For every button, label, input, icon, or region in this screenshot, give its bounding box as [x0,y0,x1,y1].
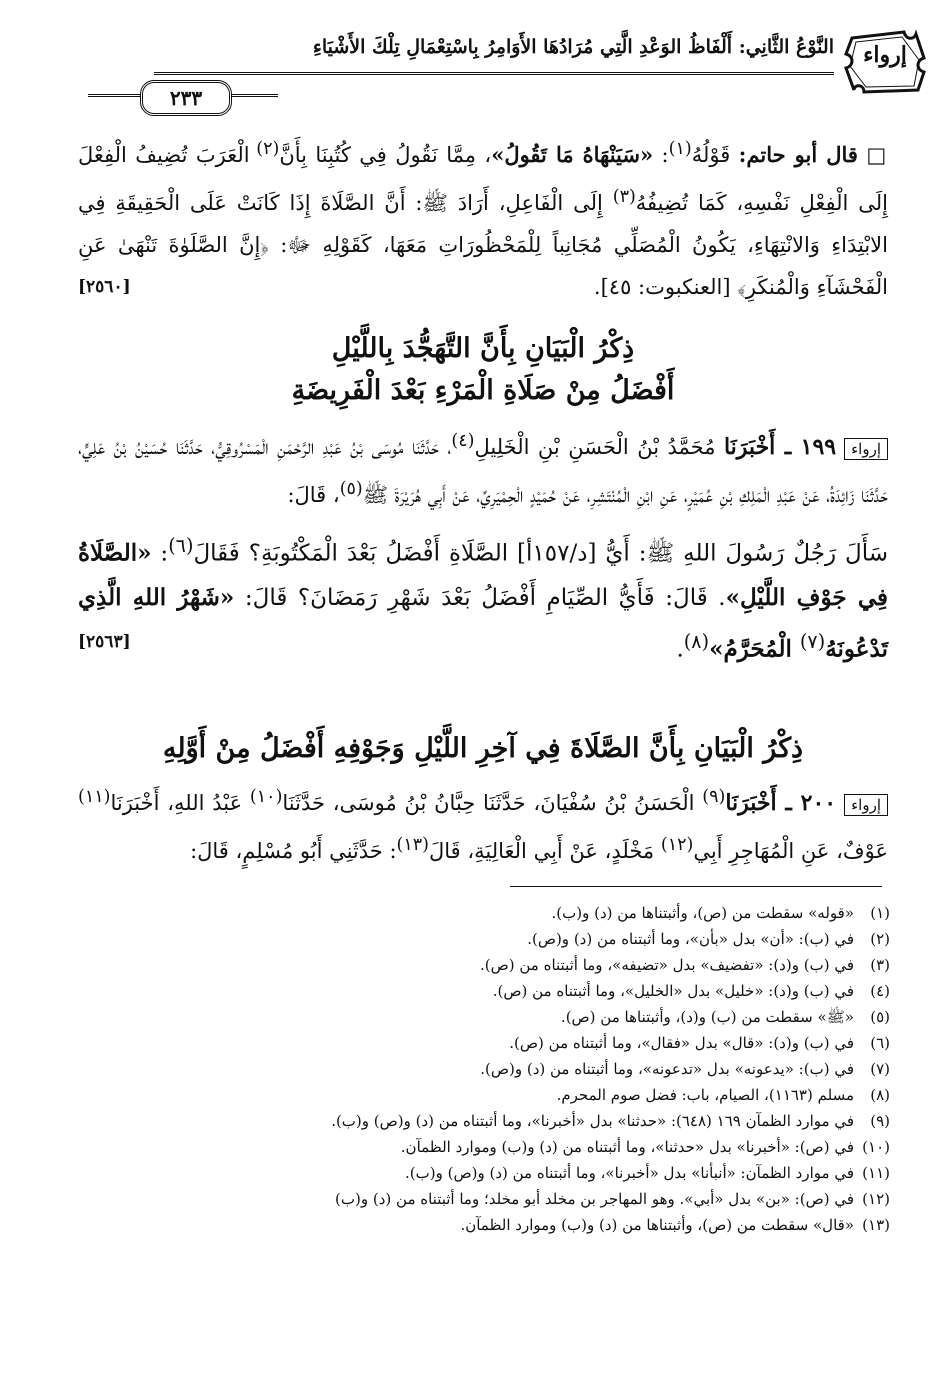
commentary-block [78,128,888,308]
hadith-199 [78,420,888,671]
header-divider [154,72,834,75]
footnote-text: في (ب) و(د): «خليل» بدل «الخليل»، وما أثبتناه من (ص). [492,982,854,1000]
prophetic-answer: «شَهْرُ اللهِ الَّذِي تَدْعُونَهُ [78,583,888,663]
footnote-item [160,1108,890,1134]
hadith-number: ٢٠٠ ـ أَخْبَرَنَا [725,790,837,816]
footnote-ref: (٥) [339,479,363,499]
heading-line: ذِكْرُ الْبَيَانِ بِأَنَّ الصَّلَاةَ فِي آخِرِ اللَّيْلِ وَجَوْفِهِ أَفْضَلُ مِنْ أَوَّلِهِ [162,733,804,764]
text-segment: ، قَالَ: [287,483,340,507]
paragraph-mark: □ [866,142,888,167]
text-segment: عَبْدُ اللهِ، أَخْبَرَنَا [110,791,250,815]
footnote-item [160,1160,890,1186]
text-segment: . [676,636,684,663]
footnote-ref: (٩) [702,787,726,807]
matn-paragraph [78,524,888,671]
footnote-text: في (ب) و(د): «قال» بدل «فقال»، وما أثبتناه من (ص). [509,1034,854,1052]
corner-ornament [844,28,926,94]
footnote-ref: (١٢) [660,835,694,855]
footnote-ref: (٢) [256,139,280,159]
footnote-item [160,900,890,926]
footnote-item [160,1056,890,1082]
footnotes-list [160,900,890,1238]
footnote-text: «قال» سقطت من (ص)، وأثبتناها من (د) و(ب) وموارد الظمآن. [460,1216,854,1234]
text-segment: ، مِمَّا نَقُولُ فِي كُتُبِنَا بِأَنَّ [279,143,492,167]
footnote-text: مسلم (١١٦٣)، الصيام، باب: فضل صوم المحرم. [556,1086,854,1104]
heading-line: ذِكْرُ الْبَيَانِ بِأَنَّ التَّهَجُّدَ بِاللَّيْلِ [331,333,635,364]
prophetic-answer: الْمُحَرَّمُ» [709,635,800,663]
text-segment: قَوْلُهُ [691,143,731,167]
text-segment: سَأَلَ رَجُلٌ رَسُولَ اللهِ ﷺ: أَيُّ [د/١٥٧أ] الصَّلَاةِ أَفْضَلُ بَعْدَ الْمَكْتُوبَةِ؟ فَقَالَ [193,540,888,567]
footnote-text: في (ب) و(د): «تفضيف» بدل «تضيفه»، وما أثبتناه من (ص). [479,956,854,974]
footnote-ref: (٧) [799,629,826,653]
footnote-number: (٥) [870,1008,890,1026]
quoted-text: «سَيَنْهَاهُ مَا تَقُولُ» [491,142,654,167]
text-segment: : [151,540,169,567]
corner-label: إرواء [863,42,907,68]
chapter-heading-1 [78,328,888,412]
marker-box: إرواء [844,794,888,816]
running-title: النَّوْعُ الثَّانِي: أَلْفَاظُ الوَعْدِ الَّتِي مُرَادُهَا الأَوَامِرُ بِاسْتِعْمَالِ تِلْكَ الأَشْيَاءِ [312,36,834,58]
text-segment: ، حَدَّثَنَا مُوسَى بْنُ عَبْدِ الرَّحْمَنِ الْمَسْرُوقِيُّ، حَدَّثَنَا حُسَيْنُ بْنُ عَلِيٍّ، حَدَّثَنَا زَائِدَةُ، عَنْ عَبْدِ الْمَلِكِ بْنِ عُمَيْرٍ، عَنِ ابْنِ الْمُنْتَشِرِ، عَنْ حُمَيْدٍ الْحِمْيَرِيِّ، عَنْ أَبِي هُرَيْرَةَ ﷺ [78,435,888,507]
footnote-item [160,978,890,1004]
footnote-ref: (٨) [683,629,710,653]
footnote-ref: (١٣) [396,835,429,855]
footnote-text: في موارد الظمآن: «أنبأنا» بدل «أخبرنا»، وما أثبتناه من (د) و(ص) و(ب). [405,1164,854,1182]
footnote-item [160,1212,890,1238]
footnote-ref: (١١) [78,787,111,807]
footnote-number: (١٠) [862,1138,890,1156]
text-segment: مُحَمَّدُ بْنُ الْحَسَنِ بْنِ الْخَلِيلِ [474,435,724,459]
footnote-number: (٧) [870,1060,890,1078]
hadith-200 [78,776,888,872]
heading-line: أَفْضَلُ مِنْ صَلَاةِ الْمَرْءِ بَعْدَ الْفَرِيضَةِ [291,375,675,406]
page-number-frame [88,80,278,114]
text-segment: الْعَرَبَ تُضِيفُ الْفِعْلَ إِلَى الْفِعْلِ نَفْسِهِ، كَمَا تُضِيفُهُ [78,143,888,215]
hadith-reference: [٢٥٦٣] [78,631,131,652]
footnote-text: في موارد الظمآن ١٦٩ (٦٤٨): «حدثنا» بدل «أخبرنا»، وما أثبتناه من (د) و(ص) و(ب). [331,1112,854,1130]
footnote-number: (١) [870,904,890,922]
footnote-text: في (ب): «يدعونه» بدل «تدعونه»، وما أثبتناه من (د) و(ص). [480,1060,854,1078]
text-segment: مَخْلَدٍ، عَنْ أَبِي الْعَالِيَةِ، قَالَ [428,839,661,863]
footnote-ref: (١) [668,139,692,159]
chapter-heading-2 [78,728,888,770]
footnote-item [160,1030,890,1056]
text-segment: : حَدَّثَنِي أَبُو مُسْلِمٍ، قَالَ: [190,839,397,863]
speaker-name: قال أبو حاتم: [738,142,858,167]
footnote-number: (١٢) [862,1190,890,1208]
page-header [70,28,926,118]
footnote-item [160,952,890,978]
footnote-number: (٤) [870,982,890,1000]
prophetic-answer: «الصَّلَاةُ فِي جَوْفِ اللَّيْلِ» [78,539,888,611]
footnote-number: (٨) [870,1086,890,1104]
page-number: ٢٣٣ [140,80,232,116]
hadith-number: ١٩٩ ـ أَخْبَرَنَا [723,434,837,460]
footnote-divider [510,886,882,887]
footnote-text: «ﷺ» سقطت من (ب) و(د)، وأثبتناها من (ص). [560,1008,854,1026]
footnote-ref: (٣) [612,187,636,207]
footnote-text: في (ص): «بن» بدل «أبي». وهو المهاجر بن مخلد أبو مخلد؛ وما أثبتناه من (د) و(ب) [335,1190,854,1208]
hadith-reference: [٢٥٦٠] [78,277,131,297]
text-segment: عَوْفٌ، عَنِ الْمُهَاجِرِ أَبِي [693,839,888,863]
text-segment: الْحَسَنُ بْنُ سُفْيَانَ، حَدَّثَنَا حِبَّانُ بْنُ مُوسَى، حَدَّثَنَا [282,791,703,815]
isnad-paragraph [78,776,888,872]
footnote-text: في (ص): «أخبرنا» بدل «حدثنا»، وما أثبتناه من (د) و(ب) وموارد الظمآن. [400,1138,854,1156]
text-segment: إِلَى الْفَاعِلِ، أَرَادَ ﷺ: أَنَّ الصَّلَاةَ إِذَا كَانَتْ عَلَى الْحَقِيقَةِ فِي الابْتِدَاءِ وَالانْتِهَاءِ، يَكُونُ الْمُصَلِّي مُجَانِباً لِلْمَحْظُورَاتِ مَعَهَا، كَقَوْلِهِ ﷻ: ﴿إِنَّ الصَّلَوٰةَ تَنْهَىٰ عَنِ الْفَحْشَآءِ وَالْمُنكَرِ﴾ [العنكبوت: ٤٥]. [78,191,888,299]
commentary-paragraph [78,128,888,308]
footnote-number: (٢) [870,930,890,948]
footnote-number: (١٣) [862,1216,890,1234]
text-segment: . قَالَ: فَأَيُّ الصِّيَامِ أَفْضَلُ بَعْدَ شَهْرِ رَمَضَانَ؟ قَالَ: [234,584,726,611]
footnote-number: (٣) [870,956,890,974]
footnote-item [160,1082,890,1108]
footnote-ref: (١٠) [249,787,283,807]
footnote-text: «قوله» سقطت من (ص)، وأثبتناها من (د) و(ب). [551,904,854,922]
footnote-number: (٦) [870,1034,890,1052]
marker-box: إرواء [844,438,888,460]
text-segment: : [653,143,669,167]
footnote-item [160,1134,890,1160]
footnote-ref: (٤) [451,431,475,451]
isnad-paragraph [78,420,888,516]
footnote-ref: (٦) [168,534,194,557]
footnote-text: في (ب): «أن» بدل «بأن»، وما أثبتناه من (د) و(ص). [527,930,854,948]
footnote-number: (٩) [870,1112,890,1130]
footnote-number: (١١) [862,1164,890,1182]
footnote-item [160,1186,890,1212]
footnote-item [160,926,890,952]
footnote-item [160,1004,890,1030]
